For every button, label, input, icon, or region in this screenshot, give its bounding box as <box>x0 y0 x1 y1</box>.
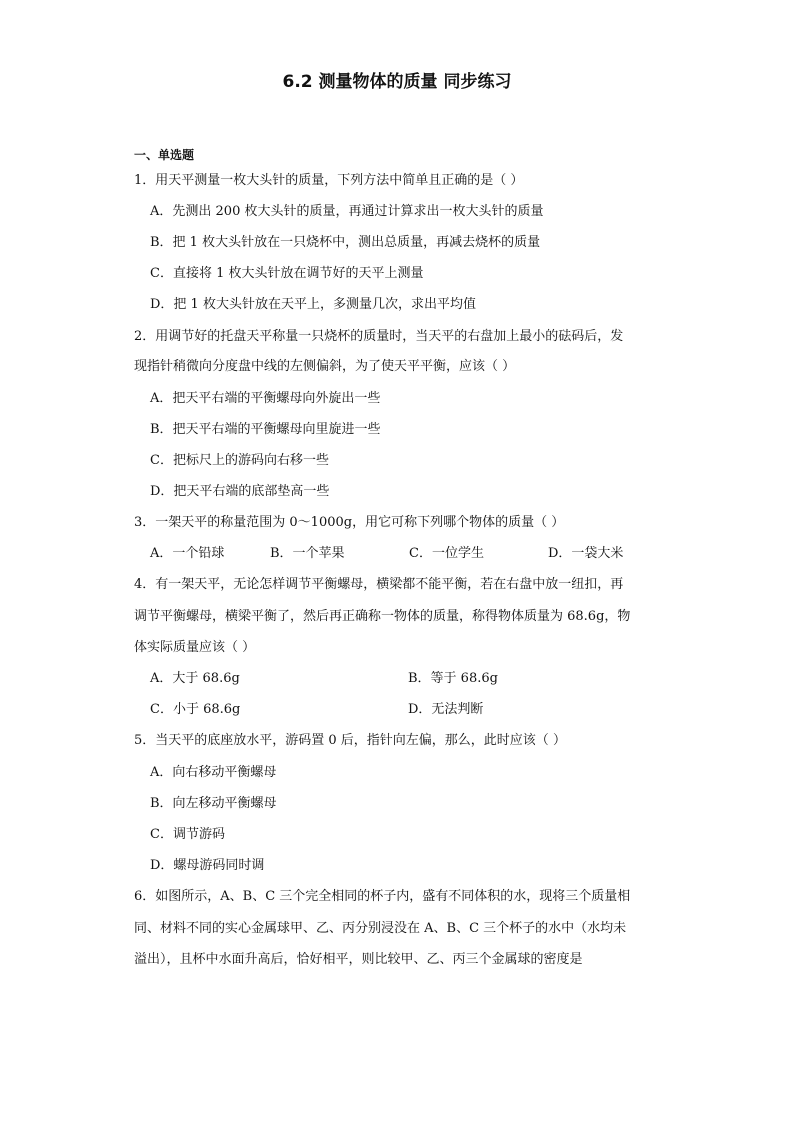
question-4-option-b[interactable]: B．等于 68.6g <box>408 671 498 686</box>
question-4-option-c[interactable]: C．小于 68.6g <box>150 702 241 717</box>
question-5-option-c[interactable]: C．调节游码 <box>150 827 225 842</box>
question-5-stem: 5．当天平的底座放水平，游码置 0 后，指针向左偏，那么，此时应该（ ） <box>134 733 566 748</box>
question-5-option-a[interactable]: A．向右移动平衡螺母 <box>150 765 277 780</box>
question-1-option-c[interactable]: C．直接将 1 枚大头针放在调节好的天平上测量 <box>150 266 424 281</box>
question-3-option-b[interactable]: B．一个苹果 <box>270 546 345 561</box>
question-3-option-d[interactable]: D．一袋大米 <box>548 546 624 561</box>
question-1-stem: 1．用天平测量一枚大头针的质量，下列方法中简单且正确的是（ ） <box>134 173 524 188</box>
question-2-option-c[interactable]: C．把标尺上的游码向右移一些 <box>150 453 329 468</box>
question-6-stem-line-1: 6．如图所示，A、B、C 三个完全相同的杯子内，盛有不同体积的水，现将三个质量相 <box>134 889 631 904</box>
question-2-option-d[interactable]: D．把天平右端的底部垫高一些 <box>150 484 330 499</box>
question-4-options-row-2 <box>150 700 670 720</box>
question-5-option-d[interactable]: D．螺母游码同时调 <box>150 858 265 873</box>
question-4-stem-line-1: 4．有一架天平，无论怎样调节平衡螺母，横梁都不能平衡，若在右盘中放一纽扣，再 <box>134 577 624 592</box>
question-4-option-a[interactable]: A．大于 68.6g <box>150 671 240 686</box>
question-1-option-d[interactable]: D．把 1 枚大头针放在天平上，多测量几次，求出平均值 <box>150 297 476 312</box>
question-1-option-b[interactable]: B．把 1 枚大头针放在一只烧杯中，测出总质量，再减去烧杯的质量 <box>150 235 541 250</box>
question-2-option-b[interactable]: B．把天平右端的平衡螺母向里旋进一些 <box>150 422 381 437</box>
question-4-option-d[interactable]: D．无法判断 <box>408 702 484 717</box>
question-2-stem-line-2: 现指针稍微向分度盘中线的左侧偏斜，为了使天平平衡，应该（ ） <box>134 359 516 374</box>
question-4-stem-line-2: 调节平衡螺母，横梁平衡了，然后再正确称一物体的质量，称得物体质量为 68.6g，物 <box>134 609 631 624</box>
question-1-option-a[interactable]: A．先测出 200 枚大头针的质量，再通过计算求出一枚大头针的质量 <box>150 204 544 219</box>
question-5-option-b[interactable]: B．向左移动平衡螺母 <box>150 796 277 811</box>
question-6-stem-line-3: 溢出），且杯中水面升高后，恰好相平，则比较甲、乙、丙三个金属球的密度是 <box>134 952 583 967</box>
question-3-stem: 3．一架天平的称量范围为 0～1000g，用它可称下列哪个物体的质量（ ） <box>134 515 565 530</box>
question-2-stem-line-1: 2．用调节好的托盘天平称量一只烧杯的质量时，当天平的右盘加上最小的砝码后，发 <box>134 329 624 344</box>
question-3-option-c[interactable]: C．一位学生 <box>409 546 484 561</box>
section-heading: 一、单选题 <box>134 148 195 162</box>
question-6-stem-line-2: 同、材料不同的实心金属球甲、乙、丙分别浸没在 A、B、C 三个杯子的水中（水均未 <box>134 921 627 936</box>
question-3-options-row <box>150 544 670 564</box>
question-4-stem-line-3: 体实际质量应该（ ） <box>134 640 256 655</box>
page-title: 6.2 测量物体的质量 同步练习 <box>282 72 512 92</box>
question-3-option-a[interactable]: A．一个铅球 <box>150 546 225 561</box>
question-4-options-row-1 <box>150 669 670 689</box>
question-2-option-a[interactable]: A．把天平右端的平衡螺母向外旋出一些 <box>150 391 381 406</box>
